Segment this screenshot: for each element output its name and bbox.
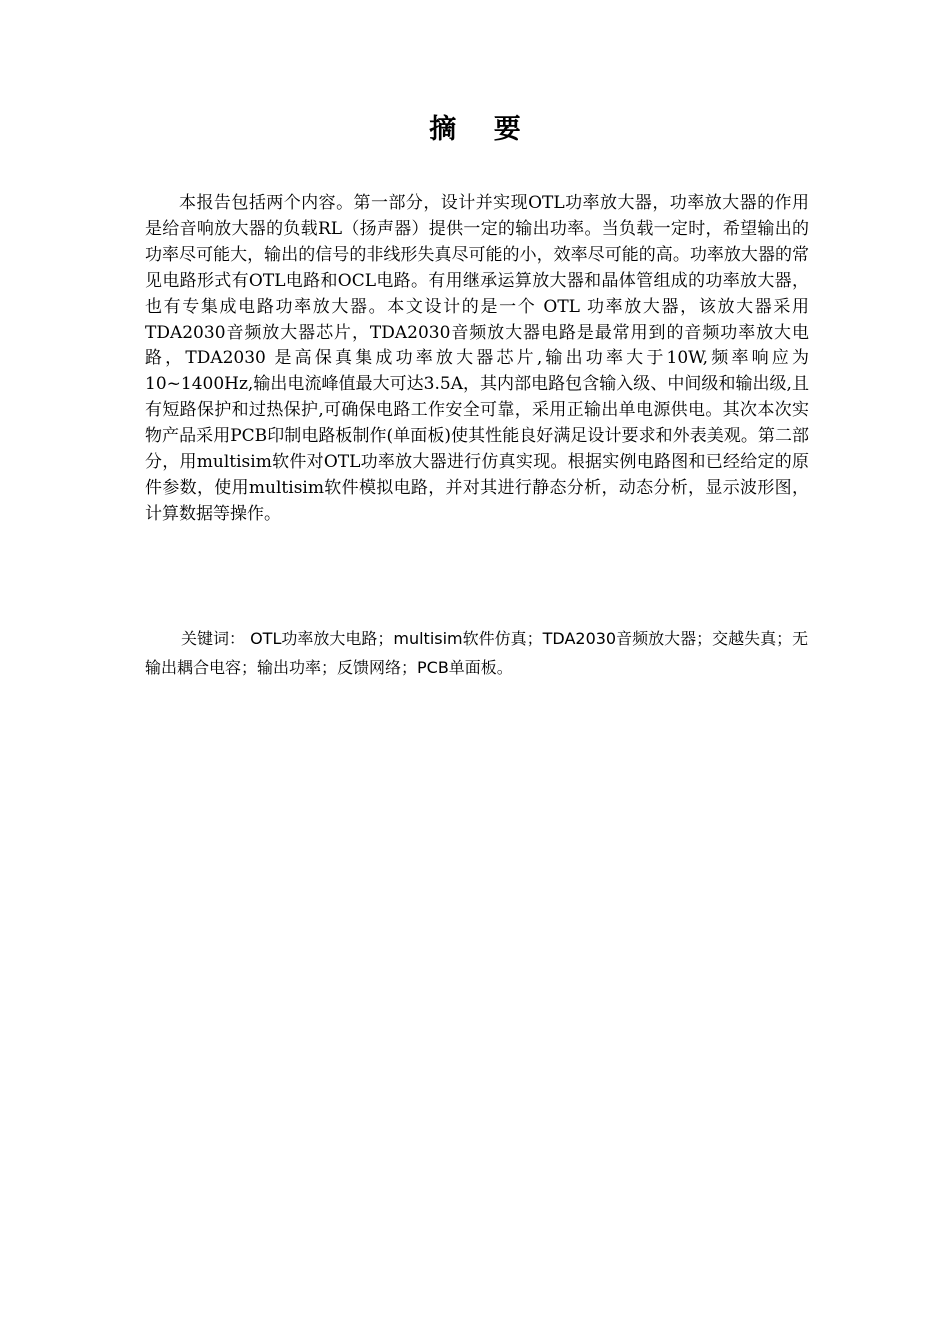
keywords-paragraph: 关键词： OTL功率放大电路；multisim软件仿真；TDA2030音频放大器；交越失真；无输出耦合电容；输出功率；反馈网络；PCB单面板。 (145, 629, 809, 677)
page-title: 摘 要 (429, 114, 535, 145)
abstract-paragraph: 本报告包括两个内容。第一部分，设计并实现OTL功率放大器，功率放大器的作用是给音响放大器的负载RL（扬声器）提供一定的输出功率。当负载一定时，希望输出的功率尽可能大，输出的信号的非线形失真尽可能的小，效率尽可能的高。功率放大器的常见电路形式有OTL电路和OCL电路。有用继承运算放大器和晶体管组成的功率放大器，也有专集成电路功率放大器。本文设计的是一个 OTL 功率放大器，该放大器采用TDA2030音频放大器芯片，TDA2030音频放大器电路是最常用到的音频功率放大电路，TDA2030 是高保真集成功率放大器芯片,输出功率大于10W,频率响应为10~1400Hz,输出电流峰值最大可达3.5A，其内部电路包含输入级、中间级和输出级,且有短路保护和过热保护,可确保电路工作安全可靠，采用正输出单电源供电。其次本次实物产品采用PCB印制电路板制作(单面板)使其性能良好满足设计要求和外表美观。第二部分，用multisim软件对OTL功率放大器进行仿真实现。根据实例电路图和已经给定的原件参数，使用multisim软件模拟电路，并对其进行静态分析，动态分析，显示波形图，计算数据等操作。 (145, 193, 809, 524)
